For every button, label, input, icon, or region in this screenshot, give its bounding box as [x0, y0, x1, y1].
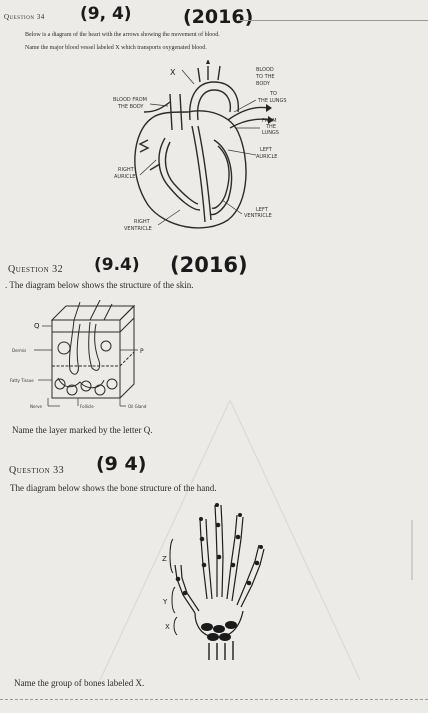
- skin-label-p: P: [140, 348, 144, 355]
- q34-instruction-1: Below is a diagram of the heart with the arrows showing the movement of blood.: [25, 32, 220, 38]
- q33-question: Name the group of bones labeled X.: [14, 678, 145, 688]
- hand-label-z: Z: [162, 555, 167, 563]
- bottom-rule: [0, 699, 428, 700]
- label-right-auricle-1: RIGHT: [118, 167, 134, 173]
- label-blood-3: BODY: [256, 81, 270, 87]
- skin-label-dermis: Dermis: [12, 348, 27, 353]
- q34-code: (9, 4): [80, 4, 132, 24]
- top-rule: [238, 20, 428, 21]
- heart-diagram: [110, 60, 300, 238]
- skin-label-nerve: Nerve: [30, 404, 42, 409]
- heart-label-x: X: [170, 68, 176, 77]
- label-left-auricle-1: LEFT: [260, 147, 272, 153]
- hand-diagram: [155, 495, 275, 660]
- label-from-lungs-2: THE: [266, 124, 276, 130]
- hand-label-x: X: [165, 623, 170, 631]
- q32-question: Name the layer marked by the letter Q.: [12, 425, 153, 435]
- label-blood-1: BLOOD: [256, 67, 274, 73]
- label-from-body-2: THE BODY: [118, 104, 144, 110]
- q32-code: (9.4): [94, 255, 140, 275]
- hand-label-y: Y: [163, 598, 168, 606]
- q33-heading: Question 33: [9, 465, 65, 476]
- label-to-lungs-2: THE LUNGS: [258, 98, 287, 104]
- q32-heading: Question 32: [8, 264, 64, 275]
- q34-heading: Question 34: [4, 13, 45, 21]
- label-left-auricle-2: AURICLE: [256, 154, 278, 160]
- skin-label-oil-gland: Oil Gland: [128, 404, 147, 409]
- label-blood-2: TO THE: [256, 74, 275, 80]
- label-from-body-1: BLOOD FROM: [113, 97, 147, 103]
- q32-instruction-text: The diagram below shows the structure of the skin.: [9, 280, 194, 290]
- label-left-ventricle-2: VENTRICLE: [244, 213, 272, 219]
- label-from-lungs-3: LUNGS: [262, 130, 279, 136]
- skin-label-follicle: Follicle: [80, 404, 94, 409]
- skin-label-fatty-tissue: Fatty Tissue: [10, 378, 34, 383]
- skin-label-q: Q: [34, 322, 40, 330]
- label-right-ventricle-2: VENTRICLE: [124, 226, 152, 232]
- q34-year: (2016): [183, 6, 254, 28]
- label-left-ventricle-1: LEFT: [256, 207, 268, 213]
- q33-instruction: The diagram below shows the bone structure of the hand.: [10, 483, 217, 493]
- label-right-ventricle-1: RIGHT: [134, 219, 150, 225]
- label-right-auricle-2: AURICLE: [114, 174, 136, 180]
- q32-instruction: . The diagram below shows the structure of the skin.: [5, 280, 194, 290]
- label-from-lungs-1: FROM: [262, 118, 277, 124]
- q34-instruction-2: Name the major blood vessel labeled X which transports oxygenated blood.: [25, 45, 207, 51]
- q33-code: (9 4): [96, 453, 147, 475]
- label-to-lungs-1: TO: [270, 91, 277, 97]
- q32-year: (2016): [170, 253, 248, 277]
